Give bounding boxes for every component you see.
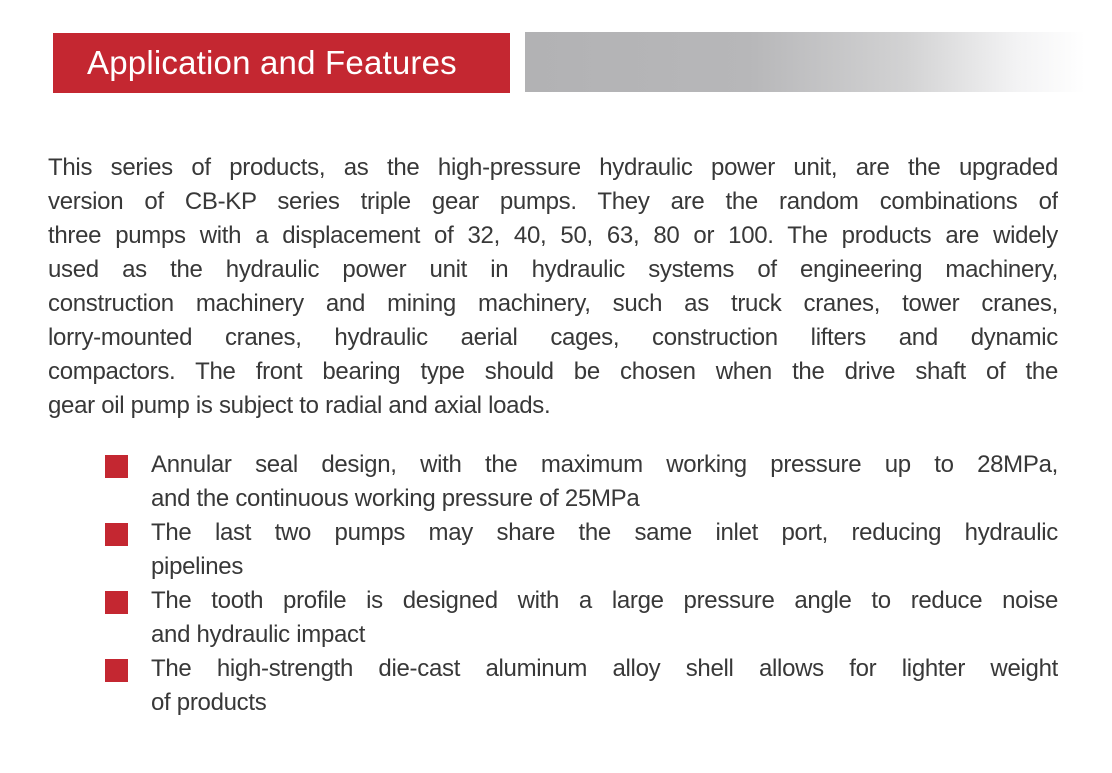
feature-line: The high-strength die-cast aluminum alloy shell allows for lighter weight	[151, 655, 1058, 682]
paragraph-line: construction machinery and mining machinery, such as truck cranes, tower cranes,	[48, 290, 1058, 317]
paragraph-line: This series of products, as the high-pressure hydraulic power unit, are the upgraded	[48, 154, 1058, 181]
paragraph-line: version of CB-KP series triple gear pumps. They are the random combinations of	[48, 188, 1058, 215]
feature-line: and the continuous working pressure of 25MPa	[151, 485, 640, 512]
paragraph-line: lorry-mounted cranes, hydraulic aerial cages, construction lifters and dynamic	[48, 324, 1058, 351]
feature-text	[151, 516, 1058, 584]
feature-list	[48, 448, 1058, 720]
bullet-square-icon	[105, 455, 128, 478]
paragraph-line: three pumps with a displacement of 32, 40, 50, 63, 80 or 100. The products are widely	[48, 222, 1058, 249]
feature-text	[151, 652, 1058, 720]
bullet-square-icon	[105, 523, 128, 546]
paragraph-line: compactors. The front bearing type should be chosen when the drive shaft of the	[48, 358, 1058, 385]
feature-line: and hydraulic impact	[151, 621, 366, 648]
feature-item	[48, 516, 1058, 584]
header-gradient-bar	[525, 32, 1085, 92]
feature-item	[48, 584, 1058, 652]
feature-line: The last two pumps may share the same inlet port, reducing hydraulic	[151, 519, 1058, 546]
feature-item	[48, 652, 1058, 720]
feature-line: Annular seal design, with the maximum working pressure up to 28MPa,	[151, 451, 1058, 478]
intro-paragraph	[48, 151, 1058, 423]
feature-text	[151, 448, 1058, 516]
bullet-square-icon	[105, 591, 128, 614]
feature-line: of products	[151, 689, 267, 716]
feature-line: The tooth profile is designed with a large pressure angle to reduce noise	[151, 587, 1058, 614]
paragraph-line: used as the hydraulic power unit in hydraulic systems of engineering machinery,	[48, 256, 1058, 283]
bullet-square-icon	[105, 659, 128, 682]
feature-line: pipelines	[151, 553, 244, 580]
section-title-banner	[53, 33, 510, 93]
section-title: Application and Features	[87, 44, 457, 81]
paragraph-line: gear oil pump is subject to radial and axial loads.	[48, 392, 551, 419]
feature-text	[151, 584, 1058, 652]
feature-item	[48, 448, 1058, 516]
